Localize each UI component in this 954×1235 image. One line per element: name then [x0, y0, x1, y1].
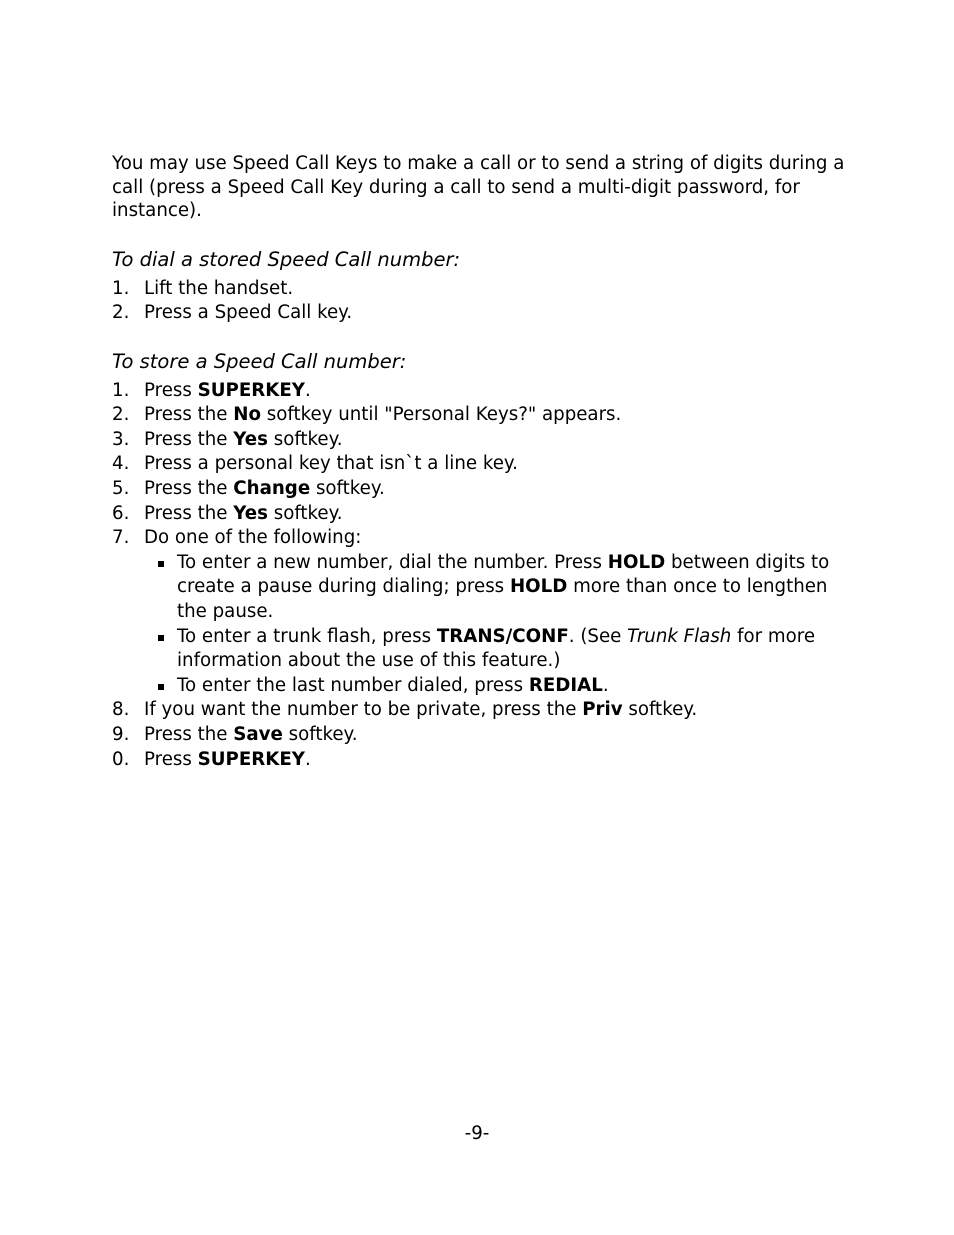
page-number: -9- [464, 1123, 490, 1144]
step-text: softkey. [282, 724, 358, 745]
option-text: more than once to lengthen the pause. [177, 576, 828, 623]
option-text: . (See [568, 625, 628, 647]
dial-steps-list [112, 277, 852, 326]
list-item [112, 477, 852, 502]
step-number: 2. [112, 404, 130, 426]
step-number: 9. [112, 724, 130, 745]
step-text: Press [144, 379, 198, 401]
store-section-heading: To store a Speed Call number: [112, 349, 407, 373]
intro-paragraph: You may use Speed Call Keys to make a call or to send a string of digits during a call (press a Speed Call Key during a call to send a multi-digit password, for instance). [112, 153, 845, 221]
key-name: SUPERKEY [197, 748, 305, 770]
step-text: Press the [144, 428, 234, 450]
store-steps-list-continued [112, 698, 852, 772]
step-text: Lift the handset. [144, 277, 294, 299]
list-item [112, 526, 852, 551]
bullet-icon [158, 684, 164, 690]
list-item [112, 748, 852, 773]
step-text: Press a personal key that isn`t a line key. [144, 453, 518, 475]
list-item [112, 452, 852, 477]
list-item [112, 723, 852, 748]
step-text: softkey. [267, 502, 343, 524]
step-number: 1. [112, 277, 130, 299]
list-item [112, 502, 852, 527]
step-text: Do one of the following: [144, 527, 362, 549]
option-text: between digits to create a pause during dialing; press [177, 551, 830, 598]
step-text: softkey. [310, 478, 385, 500]
step-text: Press the [144, 404, 234, 426]
step-text: Press [144, 748, 198, 770]
key-name: Yes [233, 428, 268, 450]
list-item [112, 698, 852, 723]
key-name: Save [233, 724, 283, 745]
bullet-icon [158, 561, 164, 567]
step-text: softkey until "Personal Keys?" appears. [261, 404, 622, 426]
list-item [112, 379, 852, 404]
step-text: softkey. [267, 428, 343, 450]
option-text: . [602, 674, 609, 696]
key-name: SUPERKEY [197, 379, 305, 401]
key-name: REDIAL [528, 674, 603, 696]
option-text: To enter a new number, dial the number. Press [177, 551, 608, 573]
list-item [112, 403, 852, 428]
step-text: Press the [144, 478, 234, 500]
list-item [112, 301, 852, 326]
list-item [112, 277, 852, 302]
option-text: To enter the last number dialed, press [177, 674, 529, 696]
store-steps-list [112, 379, 852, 551]
option-item [144, 625, 852, 674]
bullet-icon [158, 635, 164, 641]
step-number: 7. [112, 527, 130, 549]
key-name: TRANS/CONF [436, 625, 569, 647]
key-name: HOLD [509, 576, 568, 598]
step-text: If you want the number to be private, press the [144, 699, 583, 721]
options-list [112, 551, 852, 699]
step-number: 4. [112, 453, 130, 475]
step-number: 2. [112, 302, 130, 324]
option-text: for more information about the use of this feature.) [177, 625, 816, 672]
step-number: 3. [112, 428, 130, 450]
step-text: softkey. [622, 699, 698, 721]
step-text: Press the [144, 502, 234, 524]
step-number: 6. [112, 502, 130, 524]
step-number: 1. [112, 379, 130, 401]
option-text: To enter a trunk flash, press [177, 625, 437, 647]
step-number: 5. [112, 478, 130, 500]
option-item [144, 674, 852, 699]
dial-section-heading: To dial a stored Speed Call number: [112, 247, 461, 271]
option-item [144, 551, 852, 625]
step-text: Press a Speed Call key. [144, 302, 353, 324]
step-text: . [304, 748, 311, 770]
page-content [112, 152, 852, 772]
key-name: Change [233, 478, 311, 500]
list-item [112, 428, 852, 453]
step-number: 0. [112, 748, 130, 770]
key-name: No [233, 404, 261, 426]
step-text: . [304, 379, 311, 401]
key-name: Priv [582, 699, 623, 721]
key-name: Yes [233, 502, 268, 524]
key-name: HOLD [607, 551, 666, 573]
cross-reference: Trunk Flash [627, 625, 732, 647]
step-number: 8. [112, 699, 130, 721]
step-text: Press the [144, 724, 234, 745]
